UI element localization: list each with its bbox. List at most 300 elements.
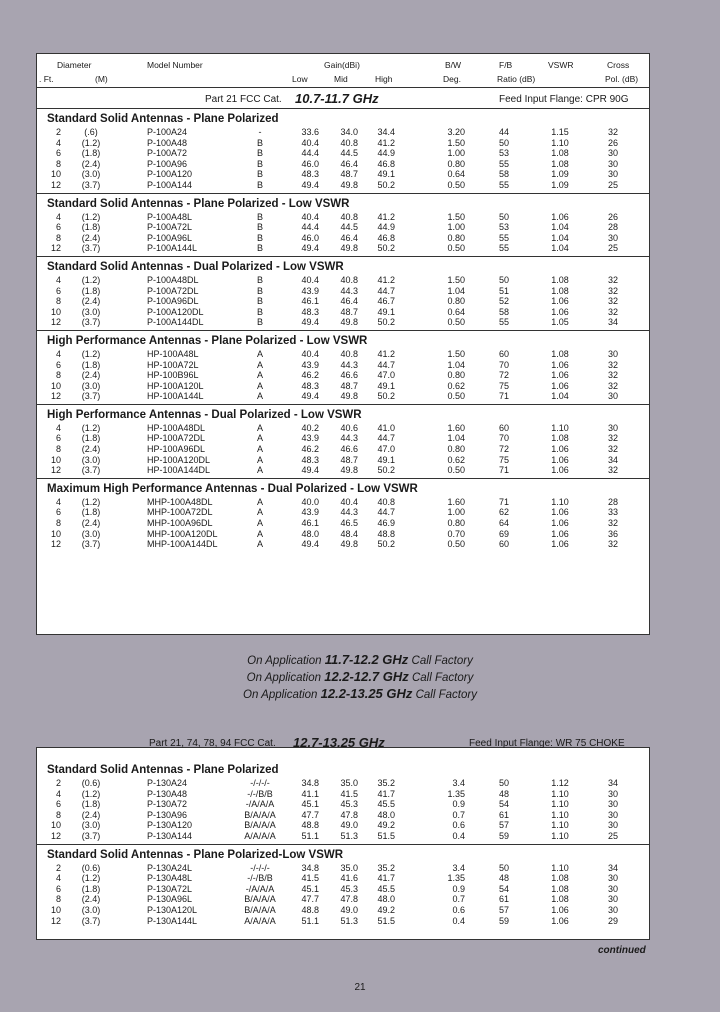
- cell-gain-low: 45.1: [301, 799, 319, 810]
- cell-front-back-ratio: 71: [498, 496, 509, 507]
- cell-vswr: 1.10: [551, 137, 569, 148]
- continued-note: continued: [598, 945, 646, 956]
- cell-cross-pol: 30: [607, 809, 618, 820]
- cell-diameter-m: (3.7): [81, 243, 101, 254]
- cell-pattern-code: A: [256, 539, 263, 550]
- section-title: Standard Solid Antennas - Dual Polarized - Low VSWR: [47, 260, 344, 273]
- cell-vswr: 1.08: [551, 274, 569, 285]
- cell-front-back-ratio: 64: [498, 518, 509, 529]
- cell-model-number: P-100A72: [147, 148, 188, 159]
- cell-diameter-ft: 12: [50, 391, 61, 402]
- cell-gain-high: 44.7: [377, 433, 395, 444]
- cell-model-number: P-100A144L: [147, 243, 198, 254]
- cell-model-number: HP-100A144DL: [147, 465, 211, 476]
- cell-gain-high: 40.8: [377, 496, 395, 507]
- cell-beamwidth: 0.4: [452, 915, 465, 926]
- cell-diameter-ft: 2: [55, 778, 61, 788]
- cell-cross-pol: 30: [607, 158, 618, 169]
- section-title: Standard Solid Antennas - Plane Polarized: [47, 764, 279, 776]
- cell-gain-mid: 49.8: [340, 317, 358, 328]
- cell-diameter-ft: 4: [55, 137, 61, 148]
- cell-front-back-ratio: 71: [498, 391, 509, 402]
- cell-beamwidth: 0.80: [447, 296, 465, 307]
- cell-diameter-ft: 12: [50, 830, 61, 841]
- cell-front-back-ratio: 58: [498, 169, 509, 180]
- table-row: [37, 873, 649, 884]
- cell-gain-mid: 44.3: [340, 433, 358, 444]
- cell-front-back-ratio: 59: [498, 915, 509, 926]
- cell-model-number: HP-100A144L: [147, 391, 204, 402]
- cell-vswr: 1.08: [551, 873, 569, 884]
- cell-front-back-ratio: 50: [498, 274, 509, 285]
- cell-gain-high: 41.2: [377, 137, 395, 148]
- antenna-section: [37, 844, 649, 929]
- cell-pattern-code: B: [256, 148, 263, 159]
- cell-gain-mid: 48.7: [340, 169, 358, 180]
- cell-diameter-ft: 6: [55, 507, 61, 518]
- table-row: [37, 905, 649, 916]
- antenna-section: [37, 108, 649, 193]
- cell-diameter-m: (2.4): [81, 296, 101, 307]
- cell-gain-low: 49.4: [301, 243, 319, 254]
- cell-gain-high: 47.0: [377, 444, 395, 455]
- cell-diameter-m: (0.6): [81, 862, 101, 873]
- cell-pattern-code: A: [256, 444, 263, 455]
- cell-vswr: 1.15: [551, 127, 569, 137]
- cell-front-back-ratio: 60: [498, 348, 509, 359]
- cell-diameter-m: (3.7): [81, 830, 101, 841]
- cell-gain-mid: 48.7: [340, 380, 358, 391]
- cell-gain-mid: 47.8: [340, 894, 358, 905]
- cell-model-number: P-100A96: [147, 158, 188, 169]
- table2-sections: [37, 760, 649, 928]
- cell-gain-mid: 48.7: [340, 306, 358, 317]
- cell-vswr: 1.09: [551, 169, 569, 180]
- cell-front-back-ratio: 72: [498, 444, 509, 455]
- cell-gain-high: 47.0: [377, 370, 395, 381]
- table-row: [37, 317, 649, 328]
- cell-diameter-ft: 8: [55, 158, 61, 169]
- cell-vswr: 1.10: [551, 820, 569, 831]
- table-row: [37, 455, 649, 466]
- cell-front-back-ratio: 75: [498, 454, 509, 465]
- cell-vswr: 1.10: [551, 809, 569, 820]
- cell-diameter-m: (1.8): [81, 285, 101, 296]
- cell-model-number: P-130A120L: [147, 904, 198, 915]
- cell-cross-pol: 34: [607, 317, 618, 328]
- cell-gain-low: 48.8: [301, 820, 319, 831]
- cell-vswr: 1.04: [551, 243, 569, 254]
- cell-cross-pol: 32: [607, 444, 618, 455]
- cell-gain-high: 45.5: [377, 883, 395, 894]
- cell-gain-mid: 40.6: [340, 422, 358, 433]
- cell-gain-high: 49.1: [377, 380, 395, 391]
- cell-gain-low: 41.5: [301, 873, 319, 884]
- table-row: [37, 529, 649, 540]
- table-row: [37, 894, 649, 905]
- cell-vswr: 1.10: [551, 830, 569, 841]
- cell-gain-high: 49.2: [377, 904, 395, 915]
- cell-pattern-code: A: [256, 380, 263, 391]
- cell-vswr: 1.10: [551, 496, 569, 507]
- band-header-12-7: [37, 735, 649, 760]
- cell-gain-low: 40.4: [301, 274, 319, 285]
- cell-vswr: 1.10: [551, 799, 569, 810]
- cell-gain-low: 49.4: [301, 179, 319, 190]
- cell-gain-mid: 44.3: [340, 507, 358, 518]
- cell-diameter-ft: 10: [50, 306, 61, 317]
- cell-gain-high: 50.2: [377, 243, 395, 254]
- cell-gain-high: 50.2: [377, 317, 395, 328]
- cell-pattern-code: B/A/A/A: [244, 904, 276, 915]
- cell-beamwidth: 1.00: [447, 507, 465, 518]
- cell-beamwidth: 0.80: [447, 158, 465, 169]
- cell-vswr: 1.10: [551, 422, 569, 433]
- cell-gain-high: 41.0: [377, 422, 395, 433]
- cell-cross-pol: 30: [607, 422, 618, 433]
- header-model: Model Number: [147, 60, 203, 70]
- cell-gain-mid: 44.5: [340, 222, 358, 233]
- cell-cross-pol: 25: [607, 243, 618, 254]
- cell-diameter-m: (1.8): [81, 359, 101, 370]
- cell-beamwidth: 0.80: [447, 370, 465, 381]
- table-row: [37, 831, 649, 842]
- cell-gain-low: 46.0: [301, 158, 319, 169]
- cell-gain-low: 40.4: [301, 211, 319, 222]
- cell-diameter-ft: 8: [55, 232, 61, 243]
- cell-diameter-ft: 6: [55, 222, 61, 233]
- cell-model-number: MHP-100A96DL: [147, 518, 213, 529]
- cell-gain-low: 48.3: [301, 380, 319, 391]
- cell-model-number: MHP-100A48DL: [147, 496, 213, 507]
- cell-beamwidth: 3.4: [452, 862, 465, 873]
- cell-gain-high: 49.1: [377, 306, 395, 317]
- cell-gain-high: 44.7: [377, 285, 395, 296]
- cell-diameter-ft: 8: [55, 444, 61, 455]
- cell-gain-mid: 49.8: [340, 179, 358, 190]
- cell-beamwidth: 0.4: [452, 830, 465, 841]
- table-row: [37, 349, 649, 360]
- cell-cross-pol: 30: [607, 348, 618, 359]
- cell-gain-high: 41.2: [377, 211, 395, 222]
- cell-gain-high: 50.2: [377, 539, 395, 550]
- cell-diameter-ft: 8: [55, 370, 61, 381]
- cell-diameter-ft: 8: [55, 518, 61, 529]
- cell-gain-low: 43.9: [301, 507, 319, 518]
- header-xpol: Pol. (dB): [605, 74, 639, 84]
- antenna-section: [37, 193, 649, 256]
- cell-model-number: P-130A24L: [147, 862, 193, 873]
- cell-vswr: 1.06: [551, 518, 569, 529]
- cell-vswr: 1.06: [551, 444, 569, 455]
- cell-model-number: P-130A120: [147, 820, 193, 831]
- cell-diameter-ft: 4: [55, 274, 61, 285]
- band-frequency: 12.7-13.25 GHz: [293, 735, 385, 750]
- cell-beamwidth: 0.9: [452, 883, 465, 894]
- table-row: [37, 275, 649, 286]
- cell-diameter-m: (3.7): [81, 317, 101, 328]
- application-line: On Application 12.2-13.25 GHz Call Factory: [243, 686, 477, 701]
- table-row: [37, 820, 649, 831]
- cell-diameter-m: (2.4): [81, 232, 101, 243]
- cell-pattern-code: A: [256, 496, 263, 507]
- cell-model-number: P-100A48DL: [147, 274, 199, 285]
- cell-vswr: 1.06: [551, 465, 569, 476]
- cell-diameter-ft: 12: [50, 539, 61, 550]
- cell-model-number: P-130A72L: [147, 883, 193, 894]
- cell-gain-low: 48.3: [301, 454, 319, 465]
- cell-front-back-ratio: 59: [498, 830, 509, 841]
- cell-cross-pol: 34: [607, 454, 618, 465]
- cell-gain-mid: 46.6: [340, 444, 358, 455]
- cell-model-number: HP-100A72DL: [147, 433, 206, 444]
- cell-model-number: P-100A96L: [147, 232, 193, 243]
- cell-model-number: P-130A24: [147, 778, 188, 788]
- cell-front-back-ratio: 55: [498, 317, 509, 328]
- cell-front-back-ratio: 55: [498, 179, 509, 190]
- cell-gain-high: 34.4: [377, 127, 395, 137]
- cell-gain-high: 46.8: [377, 232, 395, 243]
- cell-gain-high: 41.2: [377, 274, 395, 285]
- cell-gain-high: 50.2: [377, 465, 395, 476]
- cell-cross-pol: 30: [607, 788, 618, 799]
- cell-gain-mid: 40.4: [340, 496, 358, 507]
- cell-pattern-code: -/-/-/-: [250, 778, 270, 788]
- cell-gain-high: 46.7: [377, 296, 395, 307]
- cell-vswr: 1.06: [551, 454, 569, 465]
- cell-gain-mid: 49.0: [340, 904, 358, 915]
- header-diameter: Diameter: [57, 60, 92, 70]
- cell-gain-mid: 40.8: [340, 211, 358, 222]
- cell-cross-pol: 34: [607, 862, 618, 873]
- cell-gain-high: 41.7: [377, 873, 395, 884]
- cell-vswr: 1.06: [551, 211, 569, 222]
- header-vswr: VSWR: [548, 60, 574, 70]
- table-row: [37, 243, 649, 254]
- cell-front-back-ratio: 57: [498, 904, 509, 915]
- header-low: Low: [292, 74, 308, 84]
- cell-gain-low: 47.7: [301, 809, 319, 820]
- section-title: Standard Solid Antennas - Plane Polarized: [47, 113, 279, 125]
- table-row: [37, 423, 649, 434]
- cell-gain-mid: 46.4: [340, 158, 358, 169]
- band-frequency: 10.7-11.7 GHz: [295, 91, 379, 106]
- cell-beamwidth: 0.6: [452, 820, 465, 831]
- cell-gain-low: 44.4: [301, 222, 319, 233]
- application-notes: [0, 652, 720, 703]
- cell-model-number: P-130A96: [147, 809, 188, 820]
- cell-gain-mid: 46.6: [340, 370, 358, 381]
- section-title: Standard Solid Antennas - Plane Polarized-Low VSWR: [47, 848, 344, 861]
- cell-vswr: 1.06: [551, 296, 569, 307]
- cell-gain-low: 40.2: [301, 422, 319, 433]
- cell-gain-high: 46.9: [377, 518, 395, 529]
- cell-diameter-m: (1.8): [81, 883, 101, 894]
- cell-diameter-m: (.6): [84, 127, 98, 137]
- band-fcc-cat: Part 21, 74, 78, 94 FCC Cat.: [149, 738, 276, 749]
- table-row: [37, 539, 649, 550]
- table-row: [37, 778, 649, 789]
- cell-cross-pol: 32: [607, 274, 618, 285]
- cell-gain-low: 49.4: [301, 391, 319, 402]
- table-row: [37, 863, 649, 874]
- cell-gain-mid: 47.8: [340, 809, 358, 820]
- cell-model-number: P-130A72: [147, 799, 188, 810]
- cell-pattern-code: A: [256, 465, 263, 476]
- cell-diameter-m: (3.7): [81, 915, 101, 926]
- cell-gain-mid: 44.3: [340, 359, 358, 370]
- cell-gain-low: 33.6: [301, 127, 319, 137]
- cell-vswr: 1.08: [551, 158, 569, 169]
- cell-front-back-ratio: 72: [498, 370, 509, 381]
- cell-gain-mid: 35.0: [340, 778, 358, 788]
- cell-gain-low: 48.8: [301, 904, 319, 915]
- cell-vswr: 1.06: [551, 904, 569, 915]
- table-row: [37, 286, 649, 297]
- cell-beamwidth: 1.00: [447, 222, 465, 233]
- cell-vswr: 1.06: [551, 528, 569, 539]
- cell-pattern-code: B: [256, 137, 263, 148]
- cell-front-back-ratio: 58: [498, 306, 509, 317]
- cell-model-number: P-100A48L: [147, 211, 193, 222]
- table-row: [37, 180, 649, 191]
- cell-gain-high: 49.1: [377, 454, 395, 465]
- cell-diameter-ft: 6: [55, 799, 61, 810]
- cell-cross-pol: 32: [607, 433, 618, 444]
- cell-beamwidth: 0.80: [447, 518, 465, 529]
- cell-vswr: 1.06: [551, 306, 569, 317]
- cell-model-number: MHP-100A144DL: [147, 539, 218, 550]
- header-ft: . Ft.: [39, 74, 54, 84]
- cell-beamwidth: 1.04: [447, 433, 465, 444]
- cell-vswr: 1.06: [551, 370, 569, 381]
- cell-diameter-ft: 10: [50, 904, 61, 915]
- cell-diameter-m: (3.7): [81, 465, 101, 476]
- cell-front-back-ratio: 54: [498, 799, 509, 810]
- cell-beamwidth: 0.50: [447, 465, 465, 476]
- cell-vswr: 1.10: [551, 788, 569, 799]
- cell-diameter-m: (1.2): [81, 873, 101, 884]
- cell-cross-pol: 30: [607, 148, 618, 159]
- cell-diameter-ft: 6: [55, 148, 61, 159]
- cell-gain-mid: 51.3: [340, 830, 358, 841]
- cell-gain-low: 46.0: [301, 232, 319, 243]
- cell-pattern-code: A: [256, 507, 263, 518]
- cell-gain-mid: 48.4: [340, 528, 358, 539]
- cell-vswr: 1.08: [551, 148, 569, 159]
- cell-model-number: HP-100A48DL: [147, 422, 206, 433]
- cell-diameter-m: (3.0): [81, 454, 101, 465]
- cell-gain-low: 44.4: [301, 148, 319, 159]
- cell-gain-low: 49.4: [301, 317, 319, 328]
- cell-gain-mid: 49.8: [340, 465, 358, 476]
- cell-diameter-m: (2.4): [81, 370, 101, 381]
- cell-diameter-m: (1.8): [81, 433, 101, 444]
- cell-cross-pol: 32: [607, 380, 618, 391]
- cell-beamwidth: 3.4: [452, 778, 465, 788]
- cell-model-number: HP-100B96L: [147, 370, 199, 381]
- cell-gain-high: 35.2: [377, 862, 395, 873]
- cell-diameter-m: (2.4): [81, 158, 101, 169]
- cell-front-back-ratio: 70: [498, 359, 509, 370]
- cell-pattern-code: A: [256, 422, 263, 433]
- cell-pattern-code: A: [256, 454, 263, 465]
- cell-gain-mid: 46.4: [340, 232, 358, 243]
- cell-cross-pol: 33: [607, 507, 618, 518]
- cell-beamwidth: 0.7: [452, 894, 465, 905]
- cell-diameter-m: (1.2): [81, 348, 101, 359]
- cell-diameter-m: (3.7): [81, 179, 101, 190]
- cell-cross-pol: 32: [607, 359, 618, 370]
- cell-beamwidth: 1.04: [447, 285, 465, 296]
- cell-diameter-ft: 12: [50, 915, 61, 926]
- cell-diameter-m: (2.4): [81, 894, 101, 905]
- table-row: [37, 159, 649, 170]
- cell-diameter-ft: 12: [50, 465, 61, 476]
- cell-cross-pol: 34: [607, 778, 618, 788]
- cell-pattern-code: A: [256, 528, 263, 539]
- cell-gain-high: 48.0: [377, 809, 395, 820]
- cell-beamwidth: 0.9: [452, 799, 465, 810]
- page-number: 21: [354, 982, 366, 993]
- cell-beamwidth: 0.70: [447, 528, 465, 539]
- cell-diameter-m: (1.8): [81, 799, 101, 810]
- cell-front-back-ratio: 52: [498, 296, 509, 307]
- cell-diameter-m: (3.0): [81, 306, 101, 317]
- cell-gain-high: 50.2: [377, 391, 395, 402]
- cell-beamwidth: 0.7: [452, 809, 465, 820]
- cell-model-number: P-100A72DL: [147, 285, 199, 296]
- cell-diameter-ft: 2: [55, 862, 61, 873]
- cell-pattern-code: -/-/B/B: [247, 873, 273, 884]
- band-feed-flange: Feed Input Flange: CPR 90G: [499, 94, 629, 105]
- cell-gain-high: 35.2: [377, 778, 395, 788]
- cell-gain-mid: 40.8: [340, 274, 358, 285]
- cell-diameter-m: (3.7): [81, 539, 101, 550]
- table-row: [37, 212, 649, 223]
- cell-front-back-ratio: 55: [498, 232, 509, 243]
- cell-cross-pol: 36: [607, 528, 618, 539]
- section-title: Maximum High Performance Antennas - Dual Polarized - Low VSWR: [47, 482, 418, 495]
- cell-diameter-ft: 4: [55, 348, 61, 359]
- cell-vswr: 1.06: [551, 507, 569, 518]
- cell-front-back-ratio: 61: [498, 894, 509, 905]
- cell-beamwidth: 0.62: [447, 454, 465, 465]
- cell-model-number: P-100A144DL: [147, 317, 204, 328]
- cell-model-number: HP-100A96DL: [147, 444, 206, 455]
- cell-model-number: P-100A120DL: [147, 306, 204, 317]
- cell-cross-pol: 28: [607, 222, 618, 233]
- cell-model-number: P-130A96L: [147, 894, 193, 905]
- cell-gain-high: 49.2: [377, 820, 395, 831]
- cell-front-back-ratio: 50: [498, 137, 509, 148]
- cell-beamwidth: 1.50: [447, 211, 465, 222]
- table-row: [37, 381, 649, 392]
- cell-gain-mid: 51.3: [340, 915, 358, 926]
- cell-front-back-ratio: 55: [498, 158, 509, 169]
- cell-pattern-code: -/A/A/A: [245, 883, 275, 894]
- cell-diameter-m: (2.4): [81, 518, 101, 529]
- cell-pattern-code: A: [256, 359, 263, 370]
- cell-cross-pol: 32: [607, 370, 618, 381]
- cell-cross-pol: 32: [607, 306, 618, 317]
- table-row: [37, 296, 649, 307]
- cell-cross-pol: 32: [607, 465, 618, 476]
- cell-cross-pol: 30: [607, 820, 618, 831]
- cell-model-number: HP-100A120DL: [147, 454, 211, 465]
- cell-cross-pol: 29: [607, 915, 618, 926]
- cell-gain-mid: 44.5: [340, 148, 358, 159]
